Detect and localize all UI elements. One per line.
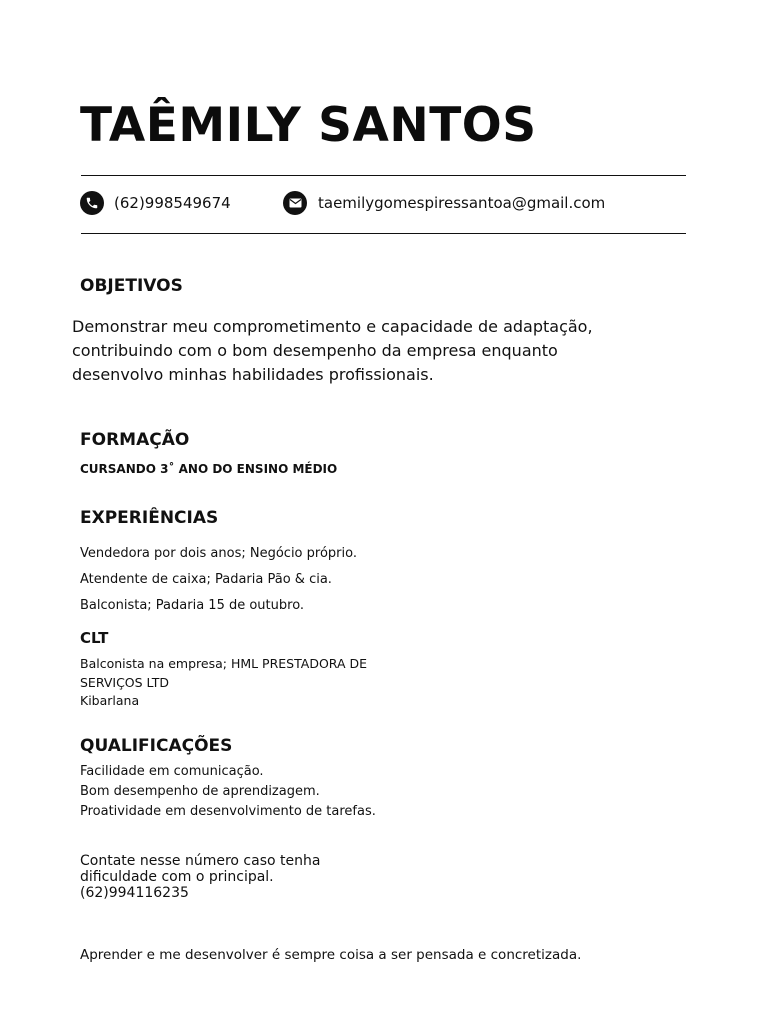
qualificacoes-heading: QUALIFICAÇÕES xyxy=(80,736,233,756)
envelope-icon xyxy=(283,191,307,215)
phone-contact xyxy=(80,191,231,215)
alternate-contact-note xyxy=(80,853,320,901)
objetivos-line: contribuindo com o bom desempenho da empresa enquanto xyxy=(72,341,558,360)
alternate-phone-number: (62)994116235 xyxy=(80,885,189,901)
phone-number: (62)998549674 xyxy=(114,194,231,212)
email-contact xyxy=(283,191,605,215)
objetivos-heading: OBJETIVOS xyxy=(80,276,183,296)
note-line: Contate nesse número caso tenha xyxy=(80,853,321,869)
experiencias-list xyxy=(80,544,357,622)
experiencias-heading: EXPERIÊNCIAS xyxy=(80,508,219,528)
objetivos-text xyxy=(72,315,672,387)
clt-heading: CLT xyxy=(80,629,109,647)
clt-line: Balconista na empresa; HML PRESTADORA DE xyxy=(80,656,368,671)
qualificacoes-list xyxy=(80,762,376,822)
phone-icon xyxy=(80,191,104,215)
candidate-name: TAÊMILY SANTOS xyxy=(80,98,537,153)
list-item: Atendente de caixa; Padaria Pão & cia. xyxy=(80,572,332,587)
clt-line: Kibarlana xyxy=(80,693,140,708)
email-address: taemilygomespiressantoa@gmail.com xyxy=(318,194,606,212)
list-item: Balconista; Padaria 15 de outubro. xyxy=(80,598,305,613)
clt-line: SERVIÇOS LTD xyxy=(80,674,170,690)
formacao-item: CURSANDO 3˚ ANO DO ENSINO MÉDIO xyxy=(80,462,338,476)
closing-motto: Aprender e me desenvolver é sempre coisa a ser pensada e concretizada. xyxy=(80,947,582,963)
list-item: Vendedora por dois anos; Negócio próprio. xyxy=(80,546,357,561)
objetivos-line: Demonstrar meu comprometimento e capacidade de adaptação, xyxy=(72,317,593,336)
clt-details xyxy=(80,655,367,711)
top-divider xyxy=(81,175,686,176)
list-item: Facilidade em comunicação. xyxy=(80,764,264,779)
bottom-divider xyxy=(81,233,686,234)
objetivos-line: desenvolvo minhas habilidades profissionais. xyxy=(72,365,434,384)
note-line: dificuldade com o principal. xyxy=(80,869,274,885)
list-item: Proatividade em desenvolvimento de tarefas. xyxy=(80,804,376,819)
formacao-heading: FORMAÇÃO xyxy=(80,430,190,450)
list-item: Bom desempenho de aprendizagem. xyxy=(80,784,320,799)
